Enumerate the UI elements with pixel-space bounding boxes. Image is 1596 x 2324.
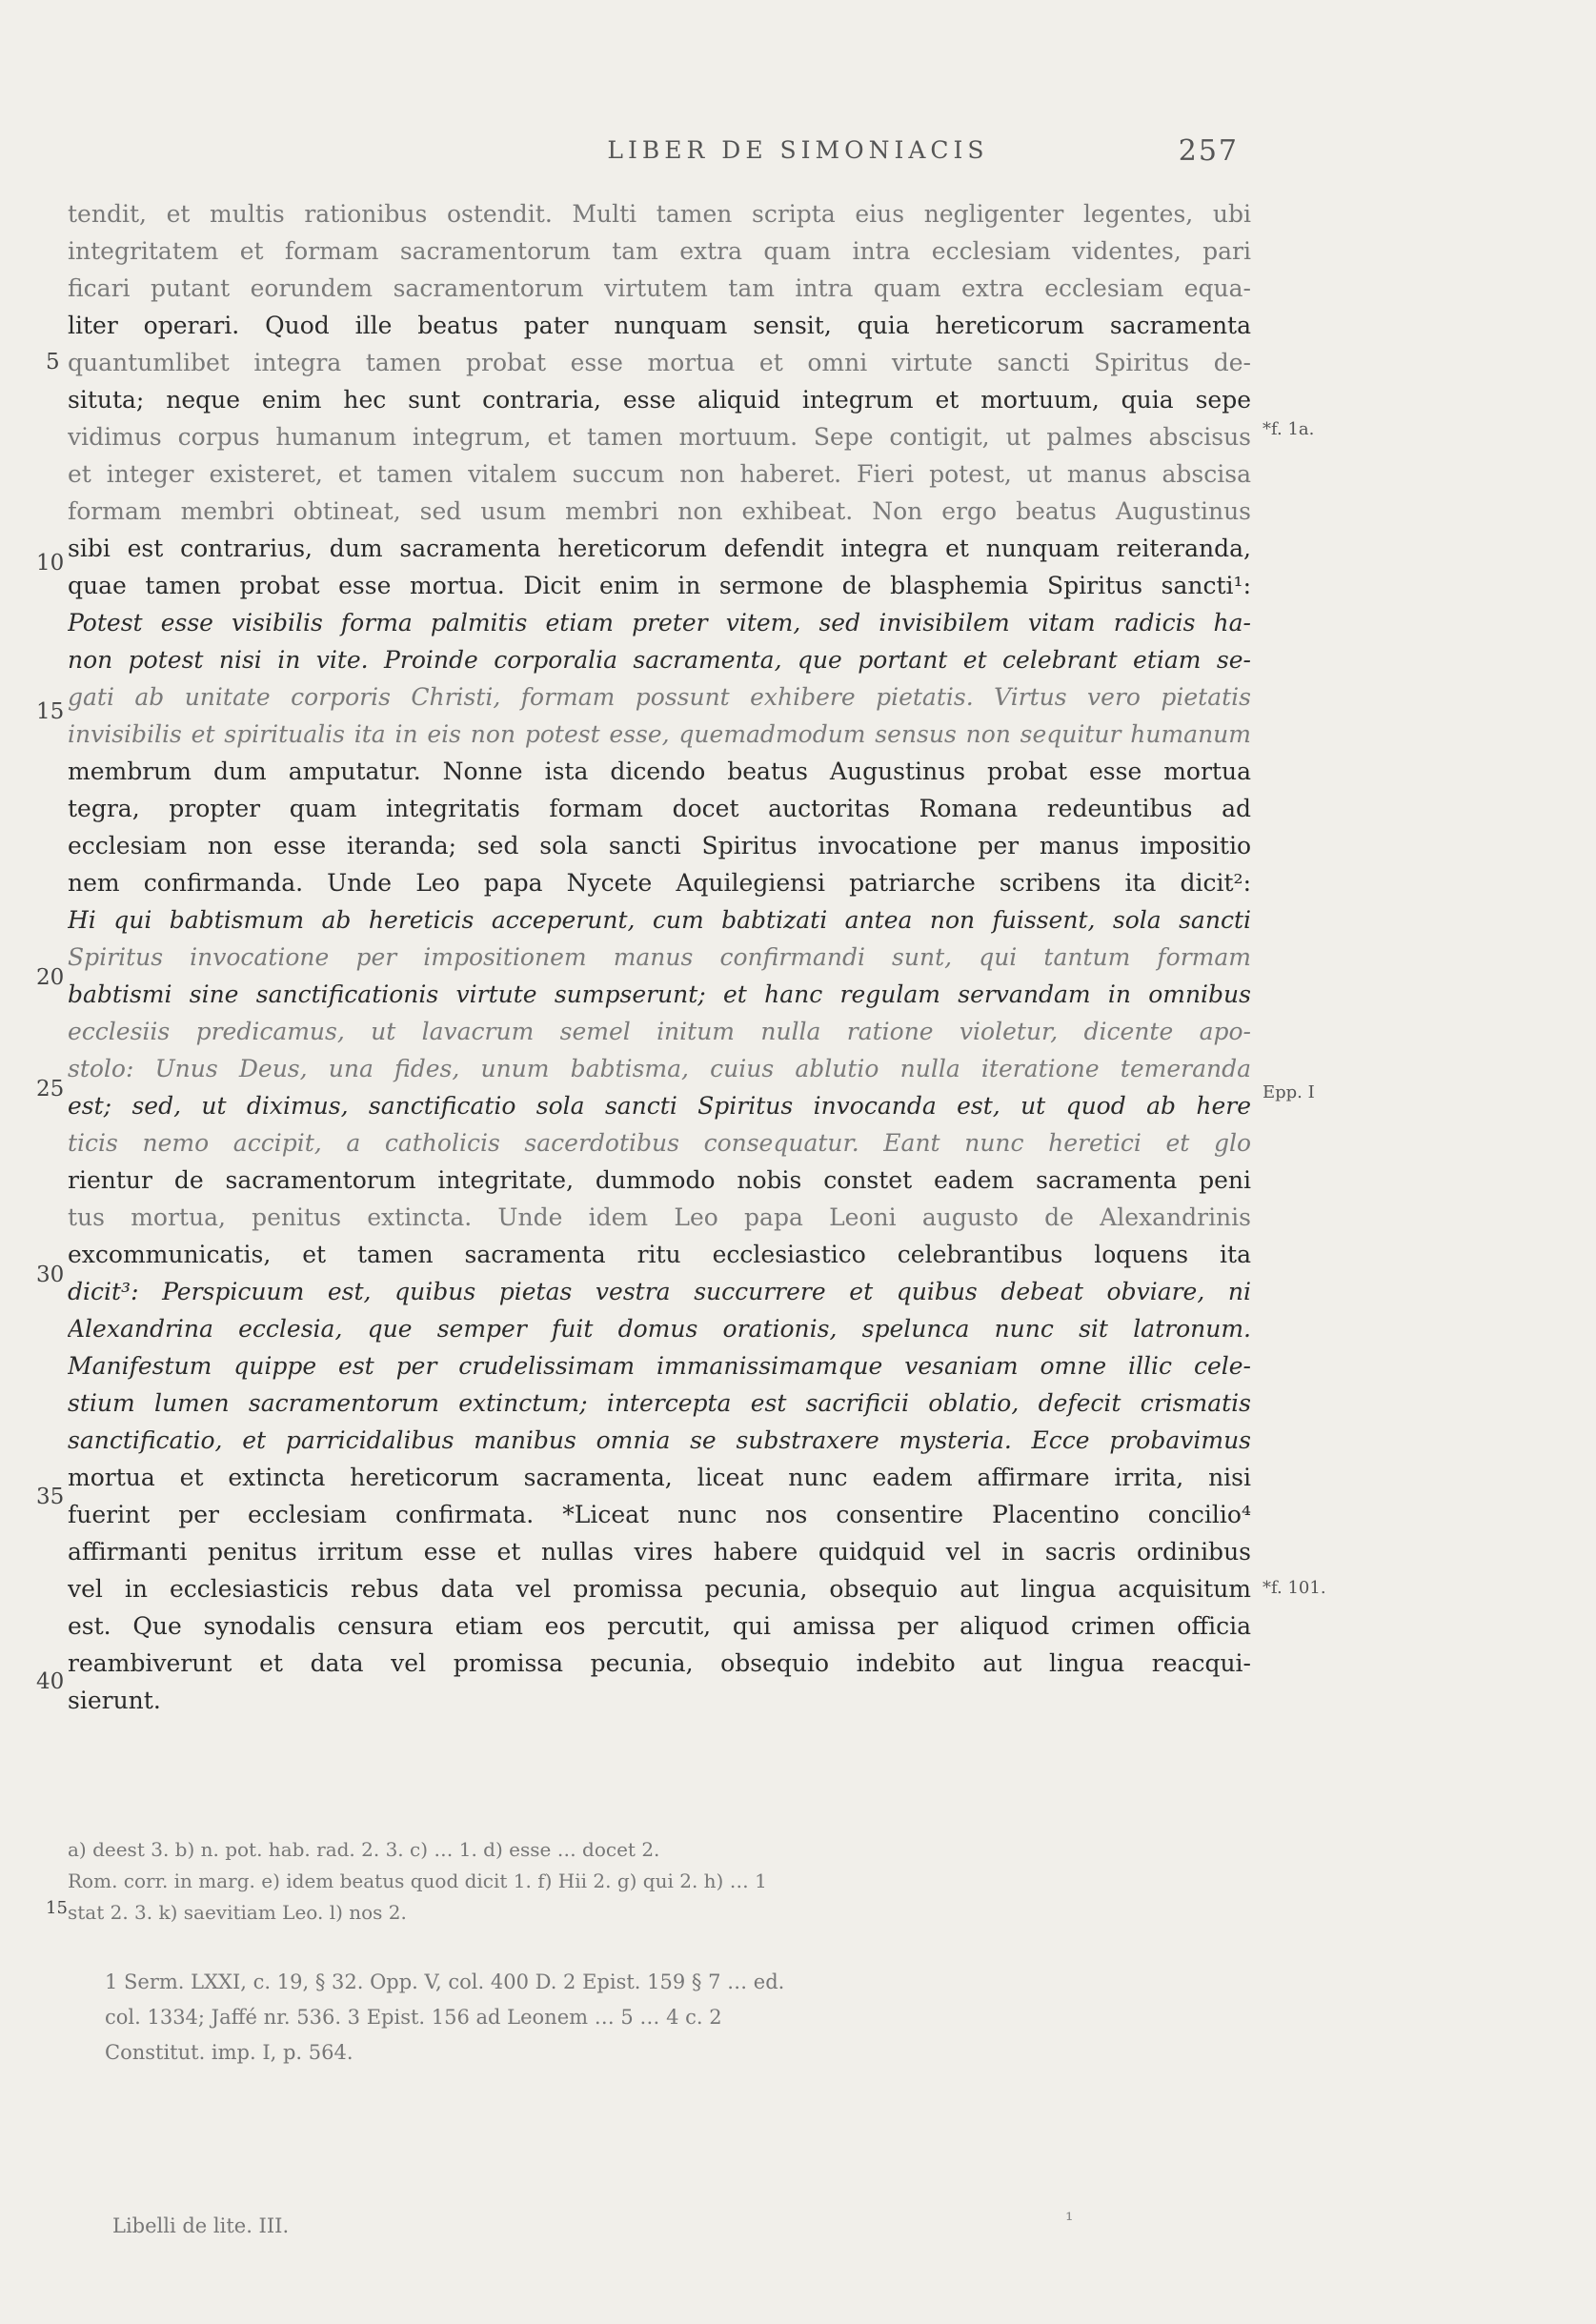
printer-signature: Libelli de lite. III. <box>112 2214 290 2237</box>
text-line: formam membri obtineat, sed usum membri non exhibeat. Non ergo beatus Augustinus <box>68 497 1251 525</box>
text-line: situta; neque enim hec sunt contraria, esse aliquid integrum et mortuum, quia sepe <box>68 386 1251 414</box>
signature-mark: ¹ <box>1065 2209 1074 2232</box>
footnote-line: col. 1334; Jaffé nr. 536. 3 Epist. 156 ad Leonem … 5 … 4 c. 2 <box>105 2006 722 2029</box>
text-line: integritatem et formam sacramentorum tam extra quam intra ecclesiam videntes, pari <box>68 237 1251 265</box>
page-header <box>0 136 1596 174</box>
line-number: 40 <box>36 1669 65 1694</box>
text-line: ticis nemo accipit, a catholicis sacerdotibus consequatur. Eant nunc heretici et glo <box>68 1129 1251 1157</box>
text-line: nem confirmanda. Unde Leo papa Nycete Aquilegiensi patriarche scribens ita dicit²: <box>68 869 1251 897</box>
text-line: babtismi sine sanctificationis virtute sumpserunt; et hanc regulam servandam in omnibus <box>68 980 1251 1008</box>
line-number: 30 <box>36 1263 65 1287</box>
text-line: est. Que synodalis censura etiam eos percutit, qui amissa per aliquod crimen officia <box>68 1612 1251 1640</box>
text-line: excommunicatis, et tamen sacramenta ritu ecclesiastico celebrantibus loquens ita <box>68 1241 1251 1268</box>
text-line: Hi qui babtismum ab hereticis acceperunt, cum babtizati antea non fuissent, sola sancti <box>68 906 1251 934</box>
text-line: tendit, et multis rationibus ostendit. Multi tamen scripta eius negligenter legentes, ubi <box>68 200 1251 228</box>
text-line: est; sed, ut diximus, sanctificatio sola sancti Spiritus invocanda est, ut quod ab here <box>68 1092 1251 1120</box>
line-number: 5 <box>46 350 60 374</box>
line-number: 25 <box>36 1077 65 1101</box>
text-line: Spiritus invocatione per impositionem manus confirmandi sunt, qui tantum formam <box>68 943 1251 971</box>
text-line: gati ab unitate corporis Christi, formam possunt exhibere pietatis. Virtus vero pietatis <box>68 683 1251 711</box>
margin-note: *f. 101. <box>1263 1578 1326 1598</box>
text-line: membrum dum amputatur. Nonne ista dicendo beatus Augustinus probat esse mortua <box>68 758 1251 785</box>
text-line: invisibilis et spiritualis ita in eis non potest esse, quemadmodum sensus non sequitur humanum <box>68 720 1251 748</box>
text-line: ecclesiis predicamus, ut lavacrum semel initum nulla ratione violetur, dicente apo- <box>68 1018 1251 1045</box>
text-line: ficari putant eorundem sacramentorum virtutem tam intra quam extra ecclesiam equa- <box>68 274 1251 302</box>
text-line: stolo: Unus Deus, una fides, unum babtisma, cuius ablutio nulla iteratione temeranda <box>68 1055 1251 1082</box>
text-line: tus mortua, penitus extincta. Unde idem Leo papa Leoni augusto de Alexandrinis <box>68 1203 1251 1231</box>
margin-note: *f. 1a. <box>1263 419 1315 439</box>
text-line: Manifestum quippe est per crudelissimam immanissimamque vesaniam omne illic cele- <box>68 1352 1251 1380</box>
text-line: tegra, propter quam integritatis formam docet auctoritas Romana redeuntibus ad <box>68 795 1251 822</box>
footnote-line: 1 Serm. LXXI, c. 19, § 32. Opp. V, col. 400 D. 2 Epist. 159 § 7 … ed. <box>105 1970 785 1993</box>
line-number: 15 <box>36 699 65 724</box>
apparatus-line: a) deest 3. b) n. pot. hab. rad. 2. 3. c) … 1. d) esse … docet 2. <box>68 1838 660 1861</box>
text-line: sibi est contrarius, dum sacramenta hereticorum defendit integra et nunquam reiteranda, <box>68 535 1251 562</box>
text-line: non potest nisi in vite. Proinde corporalia sacramenta, que portant et celebrant etiam se- <box>68 646 1251 674</box>
text-line: Alexandrina ecclesia, que semper fuit domus orationis, spelunca nunc sit latronum. <box>68 1315 1251 1343</box>
text-line: Potest esse visibilis forma palmitis etiam preter vitem, sed invisibilem vitam radicis ha- <box>68 609 1251 637</box>
line-number: 20 <box>36 965 65 990</box>
margin-note: Epp. I <box>1263 1082 1315 1102</box>
text-line: reambiverunt et data vel promissa pecunia, obsequio indebito aut lingua reacqui- <box>68 1649 1251 1677</box>
line-number: 35 <box>36 1485 65 1509</box>
running-title: LIBER DE SIMONIACIS <box>607 136 989 164</box>
text-line: affirmanti penitus irritum esse et nullas vires habere quidquid vel in sacris ordinibus <box>68 1538 1251 1566</box>
text-line: vidimus corpus humanum integrum, et tamen mortuum. Sepe contigit, ut palmes abscisus <box>68 423 1251 451</box>
line-number: 10 <box>36 551 65 576</box>
page-number: 257 <box>1178 134 1239 168</box>
apparatus-line: stat 2. 3. k) saevitiam Leo. l) nos 2. <box>68 1901 407 1924</box>
text-line: et integer existeret, et tamen vitalem succum non haberet. Fieri potest, ut manus abscisa <box>68 460 1251 488</box>
text-line: rientur de sacramentorum integritate, dummodo nobis constet eadem sacramenta peni <box>68 1166 1251 1194</box>
footnote-line: Constitut. imp. I, p. 564. <box>105 2041 354 2064</box>
line-number: 15 <box>46 1898 68 1918</box>
text-line: liter operari. Quod ille beatus pater nunquam sensit, quia hereticorum sacramenta <box>68 312 1251 339</box>
text-line: mortua et extincta hereticorum sacramenta, liceat nunc eadem affirmare irrita, nisi <box>68 1464 1251 1491</box>
apparatus-line: Rom. corr. in marg. e) idem beatus quod dicit 1. f) Hii 2. g) qui 2. h) … 1 <box>68 1869 767 1892</box>
text-line: sierunt. <box>68 1687 161 1714</box>
text-line: sanctificatio, et parricidalibus manibus omnia se substraxere mysteria. Ecce probavimus <box>68 1426 1251 1454</box>
text-line: vel in ecclesiasticis rebus data vel promissa pecunia, obsequio aut lingua acquisitum <box>68 1575 1251 1603</box>
text-line: fuerint per ecclesiam confirmata. *Liceat nunc nos consentire Placentino concilio⁴ <box>68 1501 1251 1528</box>
main-text <box>68 195 1251 1719</box>
text-line: ecclesiam non esse iteranda; sed sola sancti Spiritus invocatione per manus impositio <box>68 832 1251 859</box>
text-line: dicit³: Perspicuum est, quibus pietas vestra succurrere et quibus debeat obviare, ni <box>68 1278 1251 1305</box>
text-line: quantumlibet integra tamen probat esse mortua et omni virtute sancti Spiritus de- <box>68 349 1251 376</box>
text-line: stium lumen sacramentorum extinctum; intercepta est sacrificii oblatio, defecit crismatis <box>68 1389 1251 1417</box>
text-line: quae tamen probat esse mortua. Dicit enim in sermone de blasphemia Spiritus sancti¹: <box>68 572 1251 599</box>
